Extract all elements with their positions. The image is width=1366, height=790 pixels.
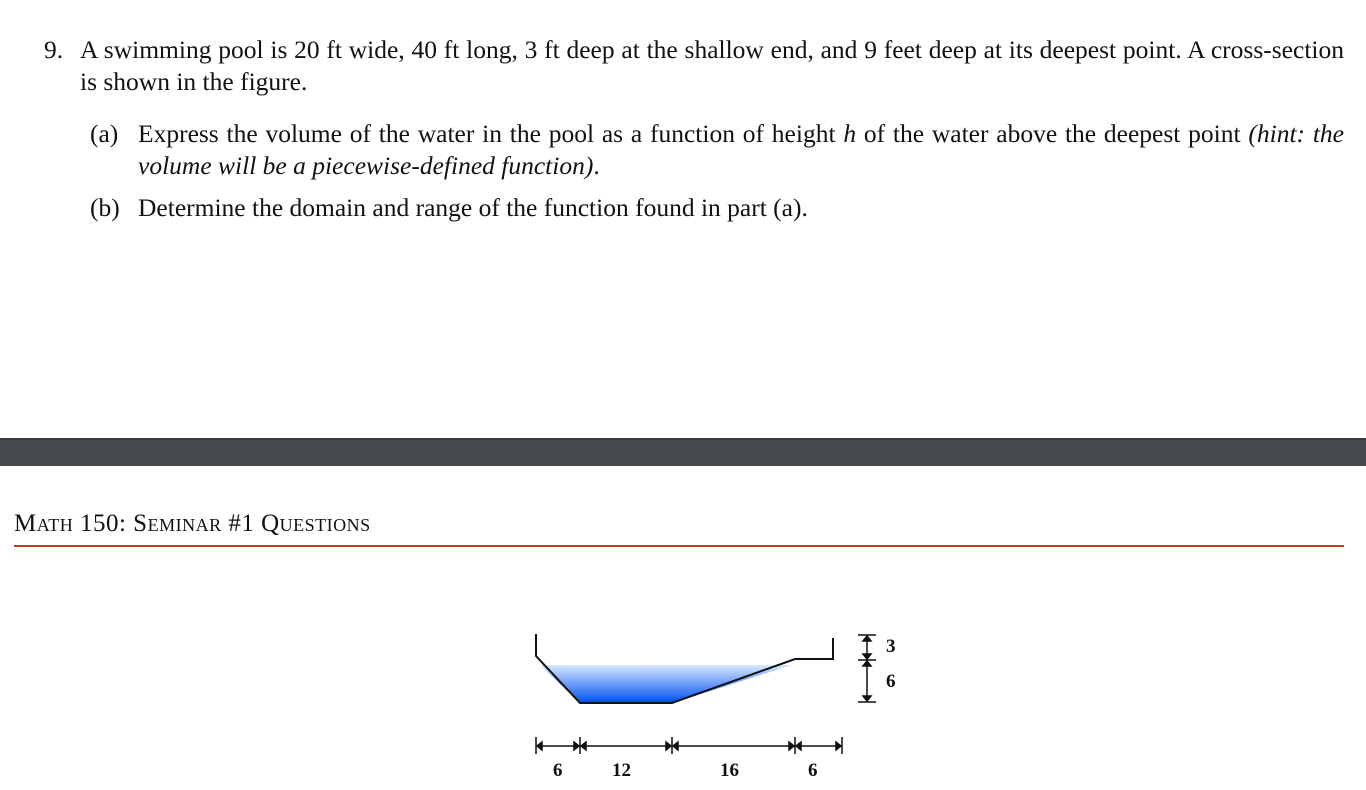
water-fill: [540, 665, 792, 703]
part-a-label: (a): [90, 119, 119, 148]
horizontal-dimension: [536, 737, 842, 754]
header-rule: [14, 545, 1344, 547]
problem-statement: A swimming pool is 20 ft wide, 40 ft long, 3 ft deep at the shallow end, and 9 feet deep at its deepest point. A cross-section is shown in the figure.: [80, 35, 1344, 96]
part-a: [90, 118, 1344, 182]
part-a-text-after: of the water above the deepest point: [856, 119, 1249, 148]
horizontal-label-6-left: 6: [553, 760, 563, 781]
page-separator: [0, 438, 1366, 466]
part-b-text: Determine the domain and range of the function found in part (a).: [138, 193, 808, 222]
part-a-hint: (hint: the volume will be a piecewise-defined function): [138, 119, 1344, 180]
part-a-text-before: Express the volume of the water in the pool as a function of height: [138, 119, 844, 148]
part-b: [90, 192, 1344, 224]
vertical-label-6: 6: [886, 671, 896, 692]
horizontal-label-16: 16: [720, 760, 739, 781]
variable-h: h: [843, 119, 857, 148]
problem-number: 9.: [44, 35, 64, 64]
problem-9: [44, 34, 1344, 234]
vertical-label-3: 3: [886, 636, 896, 657]
page-bottom: [0, 466, 1366, 790]
pool-cross-section-figure: [520, 626, 900, 786]
part-b-label: (b): [90, 193, 120, 222]
part-a-text: [138, 118, 1344, 182]
problem-parts: [44, 118, 1344, 224]
page-header-title: Math 150: Seminar #1 Questions: [14, 510, 371, 537]
horizontal-label-6-right: 6: [808, 760, 818, 781]
horizontal-label-12: 12: [612, 760, 631, 781]
part-a-ending: .: [593, 151, 600, 180]
problem-statement-row: [44, 34, 1344, 98]
vertical-dimension: [858, 635, 876, 702]
